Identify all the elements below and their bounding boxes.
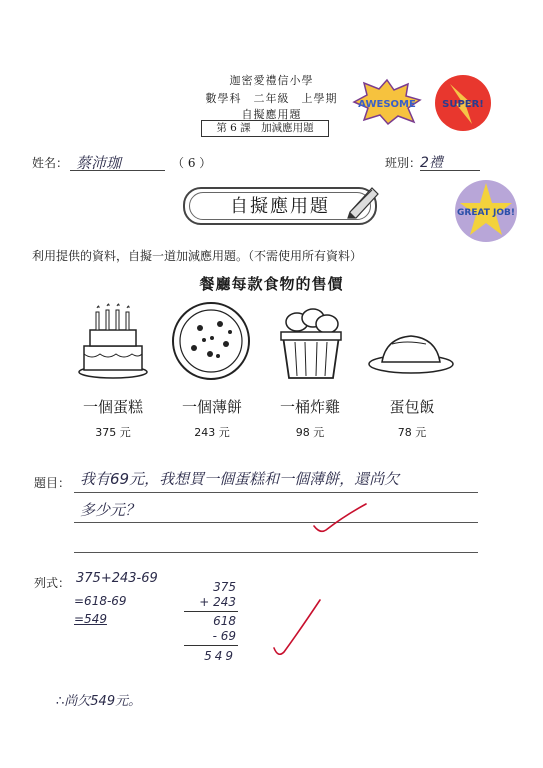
price-pizza: 243 元 (194, 426, 230, 439)
calc-row-3: 618 (213, 614, 236, 628)
pizza-icon (170, 300, 252, 382)
answer-text: ∴尚欠549元。 (56, 694, 142, 709)
question-text-1: 我有69元，我想買一個蛋糕和一個薄餅，還尚欠 (80, 470, 400, 488)
question-label: 題目： (34, 476, 71, 490)
calc-row-2: + 243 (199, 595, 236, 609)
food-name-rice: 蛋包飯 (389, 398, 435, 416)
awesome-text: AWESOME (358, 99, 416, 110)
food-name-chicken: 一桶炸雞 (279, 398, 340, 416)
class-value: 2禮 (420, 155, 443, 171)
student-number: （ 6 ） (172, 156, 212, 170)
price-cake: 375 元 (95, 426, 131, 439)
price-chicken: 98 元 (295, 426, 325, 439)
answer-line-2 (74, 522, 478, 523)
school-name: 迦密愛禮信小學 (229, 74, 314, 87)
calc-row-4: - 69 (212, 629, 236, 643)
super-sticker (432, 72, 494, 134)
lesson-box: 第 6 課 加減應用題 (201, 120, 329, 137)
name-line (70, 152, 165, 171)
great-job-text: GREAT JOB! (457, 208, 515, 218)
menu-title: 餐廳每款食物的售價 (199, 275, 344, 293)
question-text-2: 多少元？ (80, 501, 141, 519)
calc-rule-2 (184, 645, 238, 646)
awesome-sticker (352, 78, 422, 126)
fried-chicken-icon (275, 300, 347, 382)
answer-line-3 (74, 552, 478, 553)
price-rice: 78 元 (397, 426, 427, 439)
formula-line-1: 375+243-69 (76, 571, 158, 586)
calc-row-1: 375 (213, 580, 236, 594)
calc-row-5: 549 (204, 649, 236, 663)
omelette-rice-icon (366, 328, 456, 376)
pencil-icon (342, 180, 382, 220)
answer-line-1 (74, 492, 478, 493)
cake-icon (72, 302, 154, 382)
instruction-text: 利用提供的資料，自擬一道加減應用題。（不需使用所有資料） (32, 249, 363, 263)
formula-line-2: =618-69 (74, 594, 127, 608)
banner-title: 自擬應用題 (189, 192, 371, 220)
calc-rule-1 (184, 611, 238, 612)
class-label: 班別： (385, 156, 422, 170)
subject-line: 數學科 二年級 上學期 (205, 92, 338, 105)
formula-label: 列式： (34, 576, 71, 590)
formula-line-3: =549 (74, 612, 107, 626)
food-name-cake: 一個蛋糕 (82, 398, 143, 416)
teacher-check-mark-2 (268, 594, 328, 660)
food-name-pizza: 一個薄餅 (181, 398, 242, 416)
teacher-check-mark-1 (310, 500, 370, 536)
class-line (420, 152, 480, 171)
great-job-sticker (452, 177, 520, 245)
name-value: 蔡沛珈 (76, 154, 122, 172)
super-text: SUPER! (442, 99, 484, 110)
name-label: 姓名： (32, 156, 69, 170)
topic-line: 自擬應用題 (241, 108, 302, 121)
